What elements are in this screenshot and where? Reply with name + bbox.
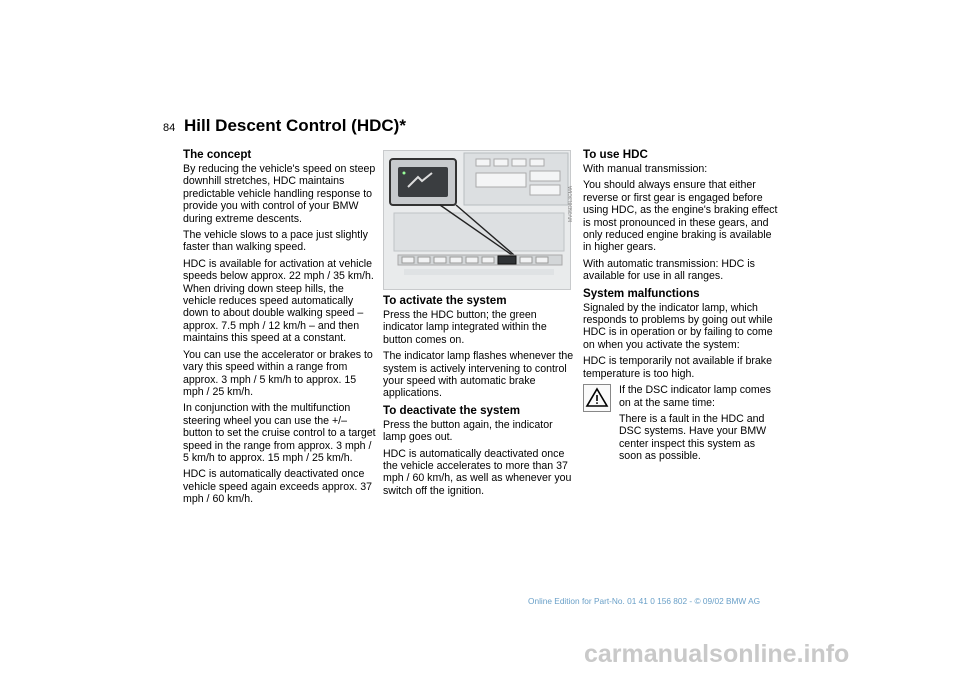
page-title: Hill Descent Control (HDC)* (184, 116, 406, 135)
deactivate-paragraph: HDC is automatically deactivated once the vehicle accelerates to more than 37 mph / 60 km/h, as well as whenever you switch off the ignition. (383, 447, 572, 497)
concept-paragraph: In conjunction with the multifunction steering wheel you can use the +/– button to set the cruise control to a target speed in the range from approx. 3 mph / 5 km/h to approx. 15 mph / 25 km/h. (183, 402, 376, 464)
use-heading: To use HDC (583, 148, 648, 161)
malfunctions-paragraph: HDC is temporarily not available if brake temperature is too high. (583, 355, 772, 380)
deactivate-heading: To deactivate the system (383, 403, 521, 417)
concept-heading: The concept (183, 148, 252, 161)
concept-paragraph: HDC is automatically deactivated once vehicle speed again exceeds approx. 37 mph / 60 km/h. (183, 468, 373, 506)
concept-paragraph: The vehicle slows to a pace just slightly faster than walking speed. (183, 229, 368, 254)
activation-section (383, 294, 578, 501)
malfunctions-paragraph: Signaled by the indicator lamp, which responds to problems by going out while HDC is in operation or by failing to come on when you activate the system: (583, 301, 773, 351)
concept-paragraph: HDC is available for activation at vehicle speeds below approx. 22 mph / 35 km/h. When driving down steep hills, the vehicle reduces speed automatically down to about double walking speed – approx. 7.5 mph / 12 km/h – and then maintains this speed at a constant. (183, 257, 374, 345)
warning-line: There is a fault in the HDC and DSC systems. Have your BMW center inspect this system as soon as possible. (619, 412, 767, 463)
concept-section (183, 148, 377, 510)
activate-paragraph: Press the HDC button; the green indicator lamp integrated within the button comes on. (383, 309, 547, 346)
dashboard-illustration (384, 151, 570, 289)
warning-note (583, 384, 778, 462)
warning-line: If the DSC indicator lamp comes on at the same time: (619, 384, 771, 409)
concept-paragraph: By reducing the vehicle's speed on steep downhill stretches, HDC maintains predictable vehicle handling response to provide you with control of your BMW during extreme descents. (183, 163, 376, 225)
page-number: 84 (163, 122, 176, 134)
use-paragraph: With automatic transmission: HDC is available for use in all ranges. (583, 257, 755, 283)
malfunctions-heading: System malfunctions (583, 286, 700, 300)
usage-section (583, 148, 778, 467)
hdc-button-figure (383, 150, 571, 290)
deactivate-paragraph: Press the button again, the indicator lamp goes out. (383, 418, 553, 444)
site-watermark: carmanualsonline.info (584, 640, 850, 668)
warning-triangle-icon (583, 384, 611, 412)
use-paragraph: With manual transmission: (583, 163, 708, 175)
figure-code: MV05D8L3CMA (568, 185, 574, 222)
activate-heading: To activate the system (383, 294, 507, 307)
activate-paragraph: The indicator lamp flashes whenever the system is actively intervening to control your speed with automatic brake applications. (383, 350, 574, 400)
use-paragraph: You should always ensure that either reverse or first gear is engaged before using HDC, as the engine's braking effect is most pronounced in these gears, and only reduced engine braking is available in higher gears. (583, 179, 778, 254)
concept-paragraph: You can use the accelerator or brakes to vary this speed within a range from approx. 3 mph / 5 km/h to approx. 15 mph / 25 km/h. (183, 348, 373, 398)
footer-copyright: Online Edition for Part-No. 01 41 0 156 802 - © 09/02 BMW AG (528, 596, 761, 606)
